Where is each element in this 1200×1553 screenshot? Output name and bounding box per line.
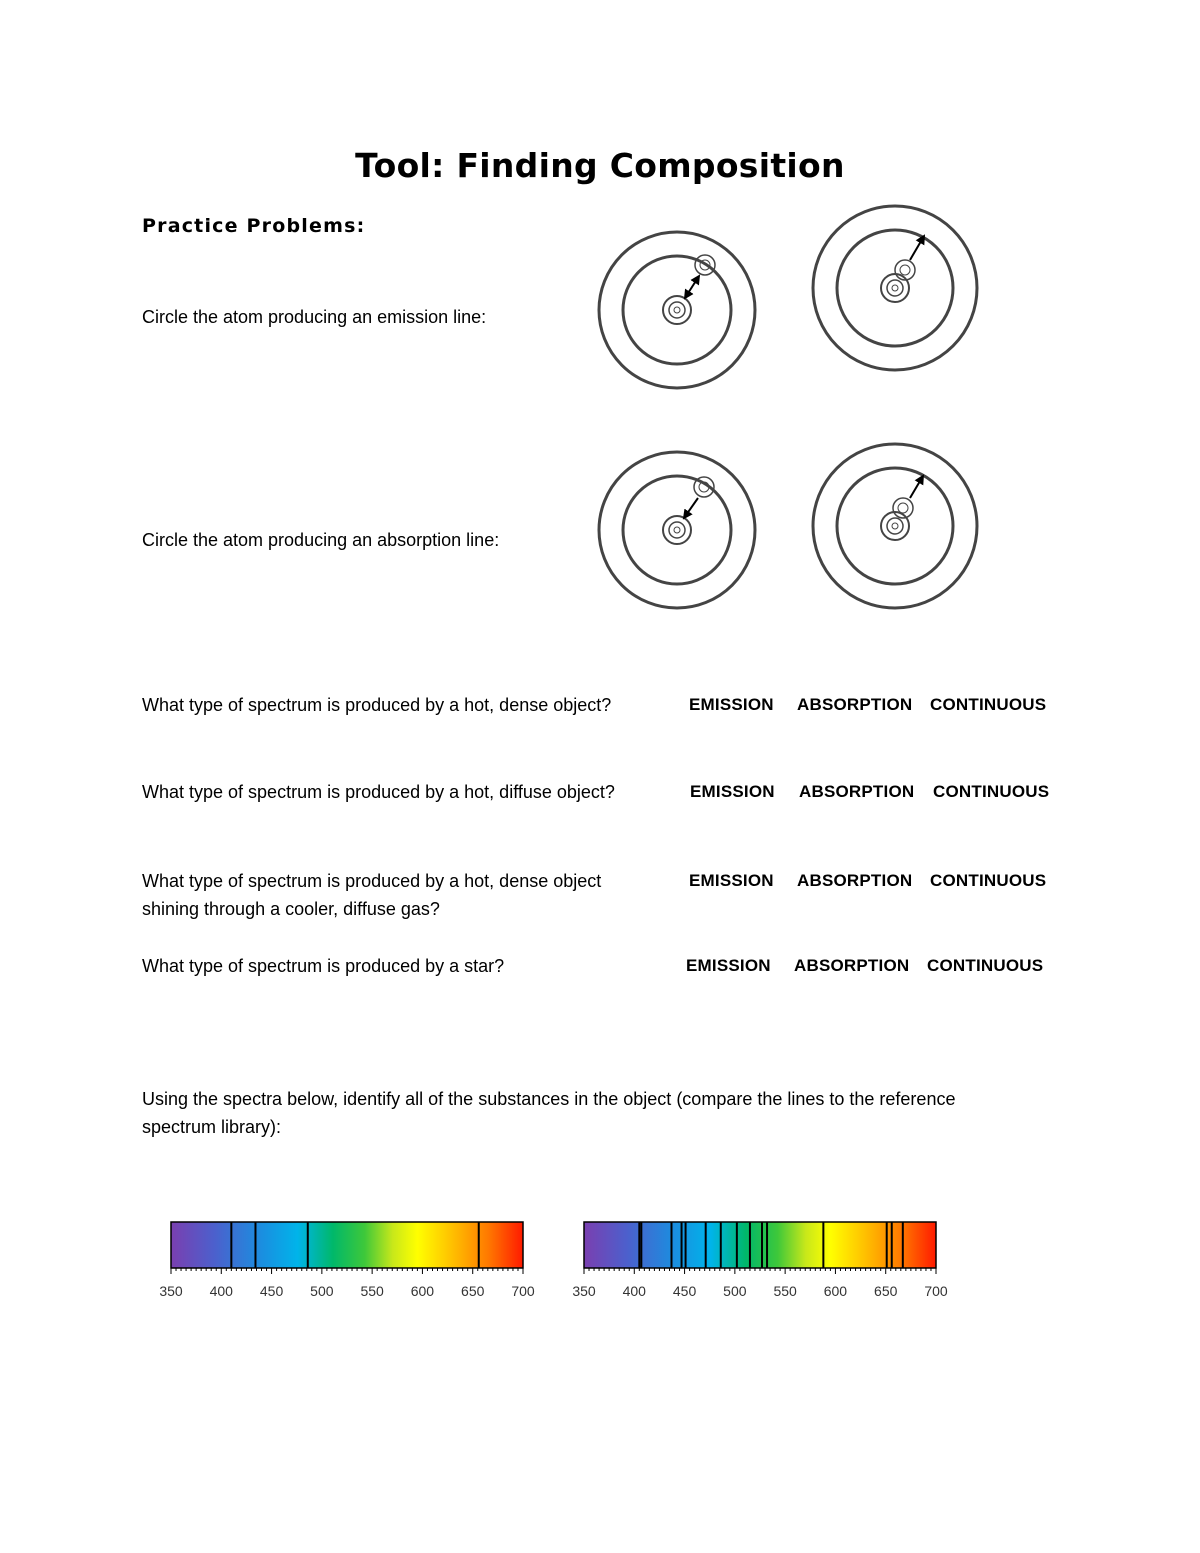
- atom-emission-right[interactable]: [813, 206, 977, 370]
- option-absorption-4[interactable]: ABSORPTION: [794, 956, 910, 975]
- option-emission-3[interactable]: EMISSION: [689, 871, 774, 890]
- tick-label: 400: [209, 1283, 233, 1299]
- tick-label: 600: [410, 1283, 435, 1299]
- question-hot-dense: What type of spectrum is produced by a hot, dense object?: [142, 695, 612, 715]
- tick-label: 500: [723, 1283, 747, 1299]
- atom-diagrams: [590, 198, 990, 618]
- page-title: Tool: Finding Composition: [355, 146, 845, 185]
- emission-atom-question: Circle the atom producing an emission line:: [142, 307, 487, 327]
- tick-label: 700: [924, 1283, 948, 1299]
- atom-emission-left[interactable]: [599, 232, 755, 388]
- tick-label: 400: [622, 1283, 646, 1299]
- tick-label: 500: [310, 1283, 334, 1299]
- tick-label: 650: [461, 1283, 485, 1299]
- question-dense-through-gas: What type of spectrum is produced by a hot, dense object shining through a cooler, diffuse gas?: [142, 871, 602, 919]
- tick-label: 350: [159, 1283, 183, 1299]
- atom-absorption-left[interactable]: [599, 452, 755, 608]
- option-continuous-1[interactable]: CONTINUOUS: [930, 695, 1047, 714]
- option-continuous-3[interactable]: CONTINUOUS: [930, 871, 1047, 890]
- option-absorption-3[interactable]: ABSORPTION: [797, 871, 913, 890]
- option-absorption-1[interactable]: ABSORPTION: [797, 695, 913, 714]
- tick-label: 700: [511, 1283, 535, 1299]
- option-emission-1[interactable]: EMISSION: [689, 695, 774, 714]
- tick-label: 550: [773, 1283, 797, 1299]
- tick-label: 550: [360, 1283, 384, 1299]
- question-star: What type of spectrum is produced by a star?: [142, 956, 505, 976]
- practice-problems-heading: Practice Problems:: [142, 215, 366, 237]
- question-hot-diffuse: What type of spectrum is produced by a hot, diffuse object?: [142, 782, 615, 802]
- spectra-figure: [0, 1200, 1200, 1320]
- spectrum-bar: [171, 1222, 523, 1268]
- option-continuous-2[interactable]: CONTINUOUS: [933, 782, 1050, 801]
- spectrum-bar: [584, 1222, 936, 1268]
- spectrum-2: [572, 1222, 948, 1299]
- tick-label: 450: [259, 1283, 284, 1299]
- tick-label: 650: [874, 1283, 898, 1299]
- option-emission-2[interactable]: EMISSION: [690, 782, 775, 801]
- tick-label: 600: [823, 1283, 848, 1299]
- option-absorption-2[interactable]: ABSORPTION: [799, 782, 915, 801]
- option-continuous-4[interactable]: CONTINUOUS: [927, 956, 1044, 975]
- option-emission-4[interactable]: EMISSION: [686, 956, 771, 975]
- spectrum-1: [159, 1222, 535, 1299]
- tick-label: 450: [672, 1283, 697, 1299]
- spectra-prompt: Using the spectra below, identify all of the substances in the object (compare the lines to the reference spectrum library):: [142, 1089, 956, 1137]
- tick-label: 350: [572, 1283, 596, 1299]
- atom-absorption-right[interactable]: [813, 444, 977, 608]
- absorption-atom-question: Circle the atom producing an absorption line:: [142, 530, 500, 550]
